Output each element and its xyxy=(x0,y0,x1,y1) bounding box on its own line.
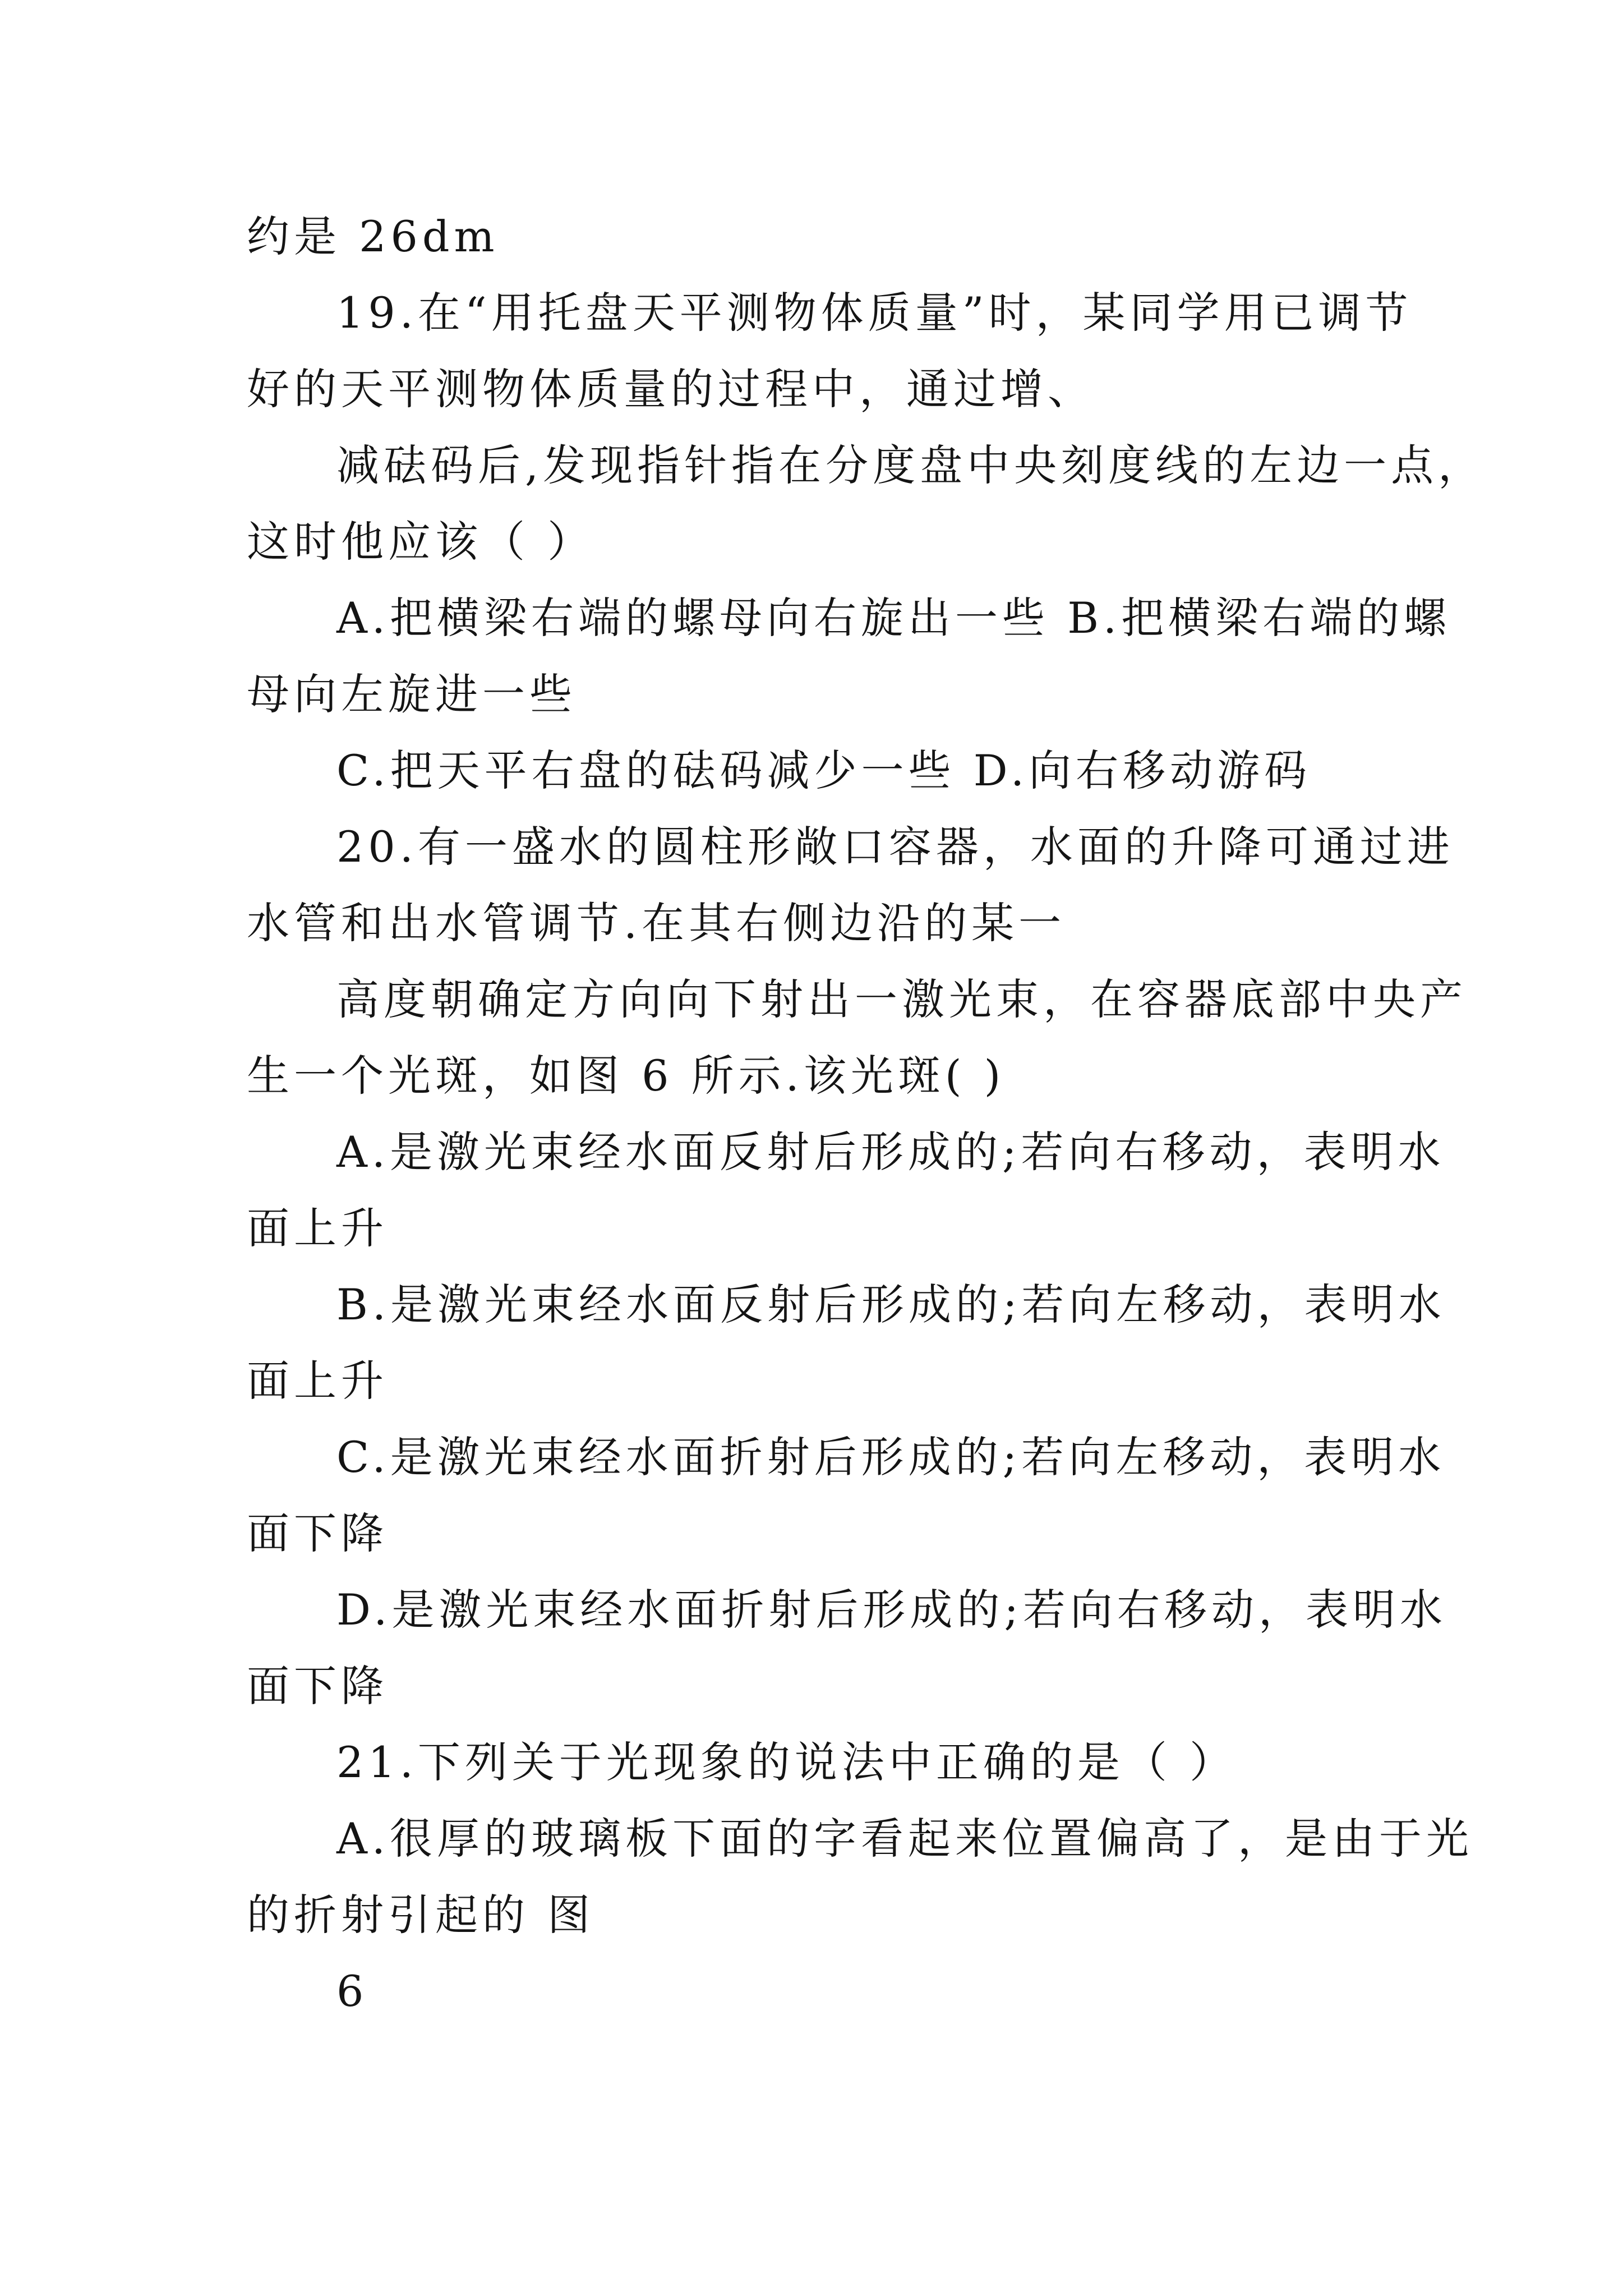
question-20-stem-line-2: 水管和出水管调节.在其右侧边沿的某一 xyxy=(247,898,1066,948)
question-20-option-b-line-2: 面上升 xyxy=(247,1356,388,1406)
question-20-option-d-line-1: D.是激光束经水面折射后形成的;若向右移动，表明水 xyxy=(336,1585,1447,1635)
question-19-stem-line-3: 减砝码后,发现指针指在分度盘中央刻度线的左边一点， xyxy=(336,440,1486,490)
question-21-option-a-line-2: 的折射引起的 图 xyxy=(247,1890,595,1940)
question-19-options-ab-line-2: 母向左旋进一些 xyxy=(247,669,577,719)
question-20-option-b-line-1: B.是激光束经水面反射后形成的;若向左移动，表明水 xyxy=(336,1280,1446,1329)
question-20-stem-line-3: 高度朝确定方向向下射出一激光束，在容器底部中央产 xyxy=(336,974,1467,1024)
question-20-option-d-line-2: 面下降 xyxy=(247,1661,388,1711)
question-19-options-ab-line-1: A.把横梁右端的螺母向右旋出一些 B.把横梁右端的螺 xyxy=(336,593,1451,643)
question-19-stem-line-1: 19.在“用托盘天平测物体质量”时，某同学用已调节 xyxy=(336,288,1413,338)
question-20-option-c-line-2: 面下降 xyxy=(247,1508,388,1558)
question-20-option-a-line-1: A.是激光束经水面反射后形成的;若向右移动，表明水 xyxy=(336,1127,1445,1177)
figure-number-fragment: 6 xyxy=(336,1966,368,2016)
question-20-stem-line-4: 生一个光斑，如图 6 所示.该光斑( ) xyxy=(247,1051,1006,1101)
question-21-option-a-line-1: A.很厚的玻璃板下面的字看起来位置偏高了，是由于光 xyxy=(336,1814,1474,1864)
question-19-stem-line-2: 好的天平测物体质量的过程中，通过增、 xyxy=(247,364,1095,414)
question-19-options-cd: C.把天平右盘的砝码减少一些 D.向右移动游码 xyxy=(336,746,1312,795)
question-20-option-a-line-2: 面上升 xyxy=(247,1203,388,1253)
question-20-option-c-line-1: C.是激光束经水面折射后形成的;若向左移动，表明水 xyxy=(336,1432,1446,1482)
text-line-fragment: 约是 26dm xyxy=(247,211,499,261)
question-21-stem: 21.下列关于光现象的说法中正确的是（ ） xyxy=(336,1737,1237,1787)
question-19-stem-line-4: 这时他应该（ ） xyxy=(247,517,595,567)
question-20-stem-line-1: 20.有一盛水的圆柱形敞口容器，水面的升降可通过进 xyxy=(336,822,1454,872)
